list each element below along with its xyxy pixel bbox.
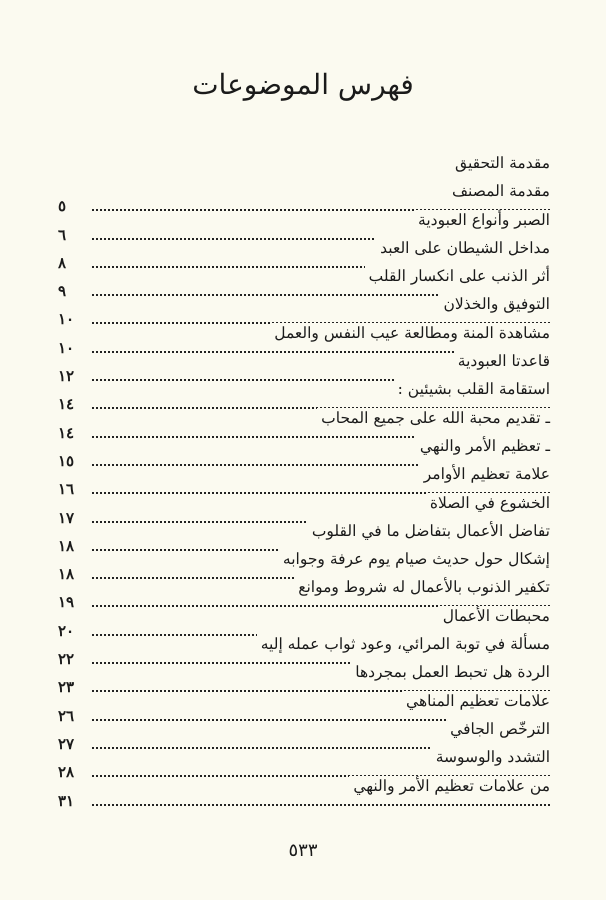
- toc-entry: [58, 462, 550, 499]
- toc-entry-title: محبطات الأعمال: [439, 606, 550, 626]
- toc-entry-page-number: ١٩: [58, 593, 75, 612]
- toc-entry-title: تفاضل الأعمال بتفاضل ما في القلوب: [308, 521, 550, 541]
- toc-entry-title: إشكال حول حديث صيام يوم عرفة وجوابه: [279, 549, 550, 569]
- toc-entry-title: ـ تعظيم الأمر والنهي: [416, 436, 550, 456]
- toc-entry-page-number: ١٦: [58, 480, 75, 499]
- toc-entry-title: الصبر وأنواع العبودية: [414, 210, 550, 230]
- toc-entry: [58, 689, 550, 725]
- toc-entry: [58, 151, 550, 179]
- toc-entry-page-number: ٢٣: [58, 678, 75, 697]
- toc-entry-title: تكفير الذنوب بالأعمال له شروط وموانع: [294, 577, 550, 597]
- toc-entry: [58, 717, 550, 753]
- toc-entry-page-number: ٩: [58, 282, 67, 301]
- toc-entry-page-number: ١٧: [58, 508, 75, 527]
- toc-entry-title: مقدمة التحقيق: [451, 153, 550, 173]
- toc-entry-page-number: ١٤: [58, 423, 75, 442]
- toc-entry-page-number: ٥: [58, 197, 67, 216]
- toc-entry: [58, 292, 550, 329]
- toc-entry: [58, 519, 550, 555]
- toc-entry-title: التشدد والوسوسة: [432, 747, 550, 767]
- toc-entry-title: علامة تعظيم الأوامر: [420, 464, 550, 484]
- toc-entry-page-number: ٢٠: [58, 621, 75, 640]
- toc-entry-page-number: ١٨: [58, 536, 75, 555]
- toc-entry: [58, 632, 550, 669]
- toc-entry: [58, 575, 550, 612]
- toc-entry-title: مداخل الشيطان على العبد: [376, 238, 550, 258]
- toc-entry: [58, 208, 550, 244]
- toc-entry: [58, 660, 550, 697]
- toc-entry-page-number: ١٥: [58, 451, 75, 470]
- toc-entry: [58, 236, 550, 272]
- dot-leader: [92, 800, 550, 806]
- toc-entry-title: قاعدتا العبودية: [454, 351, 550, 371]
- toc-entry: [58, 179, 550, 216]
- toc-entry-title: الردة هل تحبط العمل بمجردها: [351, 662, 550, 682]
- toc-entry-page-number: ٢٢: [58, 650, 75, 669]
- toc-entry-title: علامات تعظيم المناهي: [402, 691, 550, 711]
- toc-entry-page-number: ٨: [58, 253, 67, 272]
- toc-entry: [58, 547, 550, 584]
- toc-entry: [58, 745, 550, 782]
- toc-entry-page-number: ٢٨: [58, 763, 75, 782]
- toc-entry-page-number: ٢٧: [58, 734, 75, 753]
- toc-entry-title: من علامات تعظيم الأمر والنهي: [349, 776, 550, 796]
- toc-entry-title: مقدمة المصنف: [448, 181, 550, 201]
- toc-entry-title: التوفيق والخذلان: [439, 294, 550, 314]
- toc-entry: [58, 264, 550, 301]
- toc-entry: [58, 349, 550, 386]
- toc-entry-page-number: ٦: [58, 225, 67, 244]
- toc-entry: [58, 377, 550, 414]
- toc-entry-page-number: ١٢: [58, 367, 75, 386]
- toc-entry-page-number: ١٤: [58, 395, 75, 414]
- toc-entry-title: الترخّص الجافي: [446, 719, 550, 739]
- toc-entry: [58, 774, 550, 810]
- table-of-contents: [58, 151, 550, 810]
- toc-entry-page-number: ٣١: [58, 791, 75, 810]
- toc-entry-page-number: ١٠: [58, 338, 75, 357]
- toc-entry-page-number: ٢٦: [58, 706, 75, 725]
- toc-entry-title: الخشوع في الصلاة: [426, 493, 550, 513]
- toc-entry-title: مسألة في توبة المرائي، وعود ثواب عمله إليه: [257, 634, 550, 654]
- page-number: ٥٣٣: [288, 840, 318, 861]
- toc-entry: [58, 434, 550, 470]
- toc-entry-title: ـ تقديم محبة الله على جميع المحاب: [317, 408, 550, 428]
- toc-entry-title: أثر الذنب على انكسار القلب: [365, 266, 550, 286]
- toc-entry: [58, 321, 550, 357]
- toc-entry: [58, 406, 550, 442]
- toc-entry: [58, 491, 550, 527]
- toc-entry-page-number: ١٠: [58, 310, 75, 329]
- page-title: فهرس الموضوعات: [192, 68, 414, 101]
- toc-entry-title: مشاهدة المنة ومطالعة عيب النفس والعمل: [270, 323, 550, 343]
- toc-entry-title: استقامة القلب بشيئين :: [394, 379, 550, 399]
- toc-entry-page-number: ١٨: [58, 565, 75, 584]
- toc-entry: [58, 604, 550, 640]
